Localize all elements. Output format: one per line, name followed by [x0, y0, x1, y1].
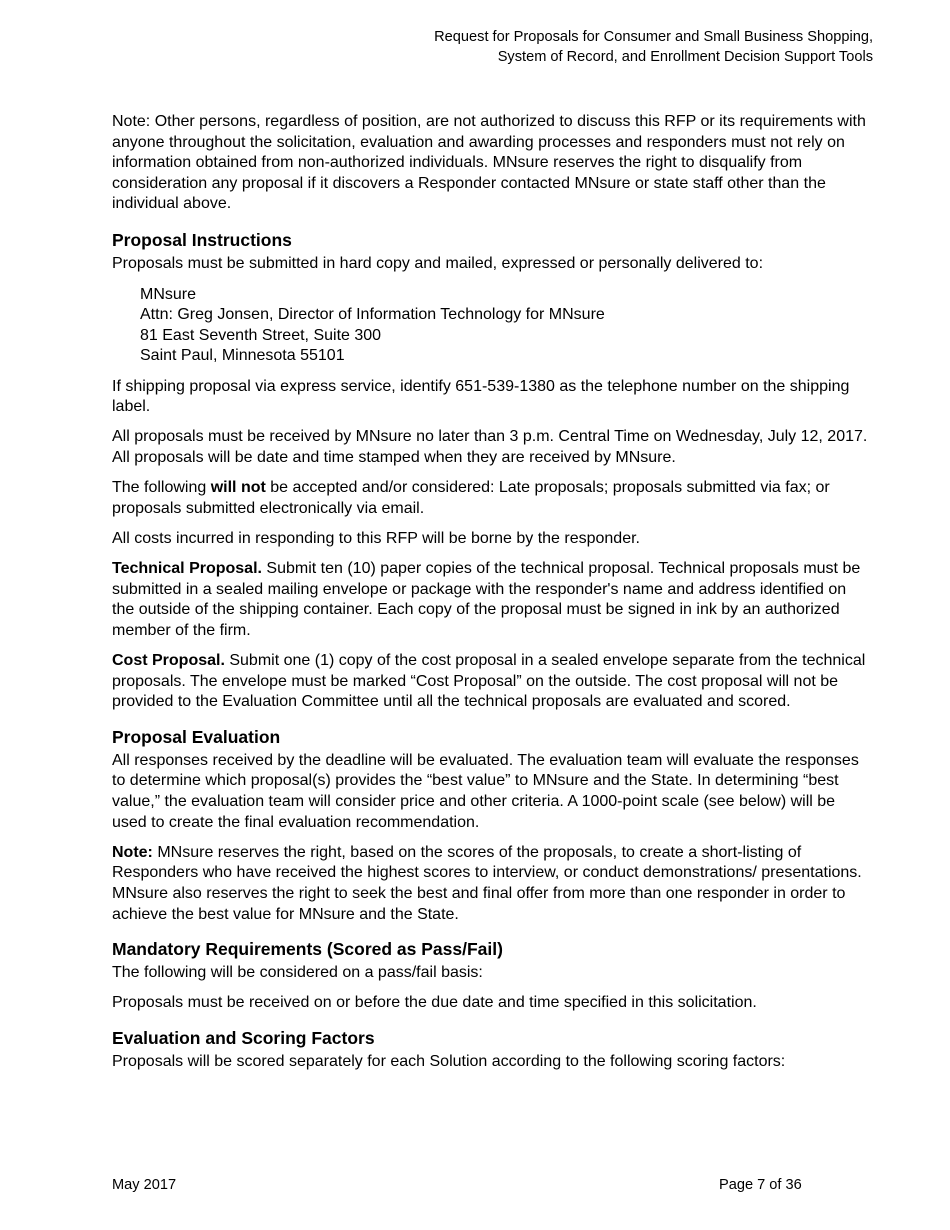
scoring-paragraph: Proposals will be scored separately for each Solution according to the following scoring factors: — [112, 1052, 786, 1070]
not-accepted-paragraph — [112, 478, 872, 519]
heading-proposal-evaluation: Proposal Evaluation — [112, 726, 281, 747]
note-paragraph: Note: Other persons, regardless of position, are not authorized to discuss this RFP or its requirements with anyone throughout the solicitation, evaluation and awarding processes and responders must not rely on information obtained from non-authorized individuals. MNsure reserves the right to disqualify from consideration any proposal if it discovers a Responder contacted MNsure or state staff other than the individual above. — [112, 113, 866, 213]
cost-proposal-label: Cost Proposal. — [112, 652, 225, 670]
not-accepted-suffix: be accepted and/or considered: Late proposals; proposals submitted via fax; or proposals submitted electronically via email. — [112, 479, 830, 517]
address-line: MNsure — [140, 285, 197, 303]
heading-mandatory-requirements: Mandatory Requirements (Scored as Pass/Fail) — [112, 939, 503, 960]
technical-proposal-label: Technical Proposal. — [112, 560, 262, 578]
evaluation-paragraph: All responses received by the deadline will be evaluated. The evaluation team will evaluate the responses to determine which proposal(s) provides the “best value” to MNsure and the State. In determining “best value,” the evaluation team will consider price and other criteria. A 1000-point scale (see below) will be used to create the final evaluation recommendation. — [112, 751, 859, 831]
document-body — [112, 112, 872, 1082]
address-line: 81 East Seventh Street, Suite 300 — [140, 326, 382, 344]
header-title-line2: System of Record, and Enrollment Decision Support Tools — [497, 49, 873, 65]
address-line: Attn: Greg Jonsen, Director of Information Technology for MNsure — [140, 306, 605, 324]
costs-paragraph: All costs incurred in responding to this RFP will be borne by the responder. — [112, 529, 640, 547]
evaluation-note-text: MNsure reserves the right, based on the scores of the proposals, to create a short-listing of Responders who have received the highest scores to interview, or conduct demonstrations/ presentations. MNsure also reserves the right to seek the best and final offer from more than one responder in order to achieve the best value for MNsure and the State. — [112, 843, 862, 923]
technical-proposal-text: Submit ten (10) paper copies of the technical proposal. Technical proposals must be submitted in a sealed mailing envelope or package with the responder's name and address identified on the outside of the shipping container. Each copy of the proposal must be signed in ink by an authorized member of the firm. — [112, 560, 861, 639]
mandatory-intro: The following will be considered on a pass/fail basis: — [112, 964, 483, 982]
instructions-intro: Proposals must be submitted in hard copy and mailed, expressed or personally delivered to: — [112, 254, 764, 272]
heading-scoring-factors: Evaluation and Scoring Factors — [112, 1027, 375, 1048]
footer-date: May 2017 — [112, 1177, 177, 1193]
evaluation-note-label: Note: — [112, 843, 153, 861]
footer-page-number: Page 7 of 36 — [719, 1177, 802, 1193]
not-accepted-prefix: The following — [112, 479, 211, 497]
not-accepted-emphasis: will not — [210, 479, 266, 497]
cost-proposal-paragraph — [112, 651, 872, 713]
evaluation-note-paragraph — [112, 843, 872, 925]
heading-proposal-instructions: Proposal Instructions — [112, 229, 292, 250]
mailing-address — [140, 285, 872, 367]
cost-proposal-text: Submit one (1) copy of the cost proposal in a sealed envelope separate from the technical proposals. The envelope must be marked “Cost Proposal” on the outside. The cost proposal will not be provided to the Evaluation Committee until all the technical proposals are evaluated and scored. — [112, 652, 866, 711]
header-title-line1: Request for Proposals for Consumer and Small Business Shopping, — [434, 29, 873, 45]
address-line: Saint Paul, Minnesota 55101 — [140, 347, 345, 365]
mandatory-requirement: Proposals must be received on or before the due date and time specified in this solicitation. — [112, 994, 757, 1012]
technical-proposal-paragraph — [112, 559, 872, 641]
shipping-paragraph: If shipping proposal via express service, identify 651-539-1380 as the telephone number on the shipping label. — [112, 377, 850, 416]
page-header — [434, 27, 873, 67]
deadline-paragraph: All proposals must be received by MNsure no later than 3 p.m. Central Time on Wednesday, July 12, 2017. All proposals will be date and time stamped when they are received by MNsure. — [112, 428, 868, 466]
